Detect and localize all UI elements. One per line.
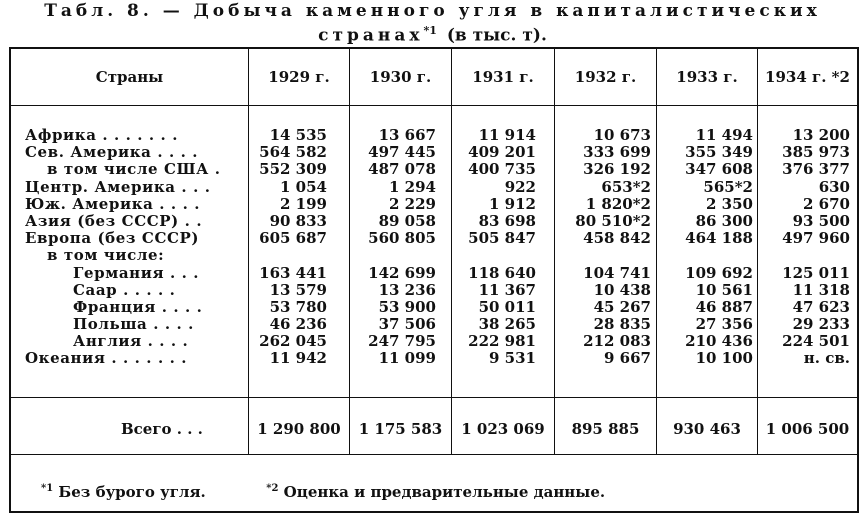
- table-cell: 125 011: [782, 263, 850, 282]
- header-year-1930: 1930 г.: [369, 68, 432, 86]
- footnote-2-text: Оценка и предварительные данные.: [283, 483, 606, 501]
- title-unit: (в тыс. т).: [446, 25, 547, 46]
- row-label: Центр. Америка . . .: [25, 177, 211, 196]
- title-countries-word: странах: [318, 25, 424, 46]
- row-label: Саар . . . . .: [73, 280, 176, 299]
- table-cell: 9 667: [604, 349, 651, 368]
- table-cell: 630: [818, 177, 850, 196]
- table-cell: 210 436: [685, 332, 753, 351]
- table-cell: 11 494: [695, 126, 753, 144]
- table-cell: 605 687: [259, 229, 327, 248]
- header-year-1929: 1929 г.: [268, 68, 330, 86]
- table-cell: 487 078: [368, 160, 436, 179]
- row-label: Франция . . . .: [73, 297, 203, 316]
- table-cell: 564 582: [259, 143, 327, 162]
- values-column-1934: [758, 127, 850, 368]
- table-cell: 464 188: [685, 229, 753, 248]
- row-label: Африка . . . . . . .: [25, 126, 179, 144]
- table-cell: 13 236: [378, 280, 436, 299]
- table-cell: 347 608: [685, 160, 753, 179]
- table-cell: 9 531: [489, 349, 536, 368]
- header-year-1932: 1932 г.: [574, 68, 637, 86]
- table-cell: 104 741: [583, 263, 651, 282]
- row-label: Сев. Америка . . . .: [25, 143, 199, 162]
- table-cell: 46 236: [269, 315, 327, 334]
- table-cell: 163 441: [259, 263, 327, 282]
- table-cell: 50 011: [478, 297, 536, 316]
- country-names-column: [25, 127, 255, 368]
- row-label: в том числе:: [47, 246, 165, 265]
- table-cell: 333 699: [583, 143, 651, 162]
- table-cell: 922: [504, 177, 536, 196]
- table-cell: 385 973: [782, 143, 850, 162]
- table-cell: 2 229: [389, 194, 436, 213]
- table-cell: 11 942: [269, 349, 327, 368]
- table-cell: [758, 247, 850, 264]
- table-cell: [657, 247, 753, 264]
- table-cell: 222 981: [468, 332, 536, 351]
- table-cell: 53 780: [269, 297, 327, 316]
- title-line-1: Табл. 8. — Добыча каменного угля в капиталистических: [44, 1, 821, 21]
- table-cell: 142 699: [368, 263, 436, 282]
- table-cell: 505 847: [468, 229, 536, 248]
- table-cell: 2 670: [803, 194, 850, 213]
- values-column-1933: [657, 127, 753, 368]
- table-cell: 13 200: [792, 126, 850, 144]
- total-label: Всего . . .: [121, 420, 203, 438]
- total-1933: 930 463: [673, 420, 741, 438]
- table-cell: 47 623: [792, 297, 850, 316]
- title-footnote-mark: *1: [423, 24, 437, 37]
- table-frame: [9, 47, 859, 513]
- table-cell: 497 960: [782, 229, 850, 248]
- table-cell: 53 900: [378, 297, 436, 316]
- footnotes: [41, 483, 605, 501]
- table-cell: 28 835: [593, 315, 651, 334]
- values-column-1931: [452, 127, 536, 368]
- table-cell: 37 506: [378, 315, 436, 334]
- table-cell: 400 735: [468, 160, 536, 179]
- table-cell: 118 640: [468, 263, 536, 282]
- table-cell: 10 438: [593, 280, 651, 299]
- footnote-divider: [11, 454, 857, 455]
- table-cell: 1 912: [489, 194, 536, 213]
- table-cell: 355 349: [685, 143, 753, 162]
- footnote-1-mark: *1: [41, 483, 54, 494]
- table-cell: [350, 247, 436, 264]
- table-cell: [452, 247, 536, 264]
- title-line-2: [0, 21, 865, 46]
- table-cell: 13 579: [269, 280, 327, 299]
- header-divider: [11, 105, 857, 106]
- table-cell: 29 233: [792, 315, 850, 334]
- table-cell: [555, 247, 651, 264]
- total-1934: 1 006 500: [765, 420, 850, 438]
- table-cell: 46 887: [695, 297, 753, 316]
- table-cell: 653*2: [601, 177, 651, 196]
- table-cell: 262 045: [259, 332, 327, 351]
- table-cell: 247 795: [368, 332, 436, 351]
- row-label: Польша . . . .: [73, 315, 194, 334]
- table-cell: 89 058: [378, 211, 436, 230]
- table-cell: 552 309: [259, 160, 327, 179]
- table-cell: 11 367: [478, 280, 536, 299]
- row-label: Юж. Америка . . . .: [25, 194, 201, 213]
- row-label: Европа (без СССР): [25, 229, 200, 248]
- table-cell: 11 099: [378, 349, 436, 368]
- table-cell: 90 833: [269, 211, 327, 230]
- header-year-1933: 1933 г.: [676, 68, 738, 86]
- table-cell: 497 445: [368, 143, 436, 162]
- footnote-1-text: Без бурого угля.: [58, 483, 206, 501]
- table-cell: 10 673: [593, 126, 651, 144]
- table-cell: 83 698: [478, 211, 536, 230]
- total-top-divider: [11, 397, 857, 398]
- table-cell: 45 267: [593, 297, 651, 316]
- table-cell: 565*2: [703, 177, 753, 196]
- table-cell: 27 356: [695, 315, 753, 334]
- total-1930: 1 175 583: [358, 420, 443, 438]
- row-label: в том числе США .: [47, 160, 221, 179]
- table-cell: 1 054: [280, 177, 327, 196]
- table-cell: [249, 247, 327, 264]
- footnote-2-mark: *2: [266, 483, 279, 494]
- table-cell: 11 318: [792, 280, 850, 299]
- row-label: Океания . . . . . . .: [25, 349, 188, 368]
- table-cell: 212 083: [583, 332, 651, 351]
- total-1931: 1 023 069: [461, 420, 545, 438]
- table-cell: 1 294: [389, 177, 436, 196]
- table-cell: 10 100: [695, 349, 753, 368]
- table-cell: 11 914: [478, 126, 536, 144]
- table-cell: 224 501: [782, 332, 850, 351]
- table-cell: н. св.: [803, 349, 850, 368]
- table-cell: 13 667: [378, 126, 436, 144]
- row-label: Англия . . . .: [73, 332, 189, 351]
- values-column-1932: [555, 127, 651, 368]
- table-cell: 2 199: [280, 194, 327, 213]
- row-label: Германия . . .: [73, 263, 200, 282]
- table-title: [0, 2, 865, 46]
- table-cell: 10 561: [695, 280, 753, 299]
- table-cell: 86 300: [695, 211, 753, 230]
- table-cell: 38 265: [478, 315, 536, 334]
- table-cell: 409 201: [468, 143, 536, 162]
- table-cell: 109 692: [685, 263, 753, 282]
- table-cell: 326 192: [583, 160, 651, 179]
- table-cell: 458 842: [583, 229, 651, 248]
- header-year-1934: 1934 г. *2: [765, 68, 850, 86]
- header-countries: Страны: [95, 68, 164, 86]
- table-cell: 2 350: [706, 194, 753, 213]
- table-cell: 93 500: [792, 211, 850, 230]
- table-cell: 80 510*2: [575, 211, 651, 230]
- table-cell: 560 805: [368, 229, 436, 248]
- table-cell: 14 535: [269, 126, 327, 144]
- values-column-1930: [350, 127, 436, 368]
- total-1929: 1 290 800: [257, 420, 341, 438]
- table-cell: 1 820*2: [585, 194, 651, 213]
- values-column-1929: [249, 127, 327, 368]
- table-cell: 376 377: [782, 160, 850, 179]
- header-year-1931: 1931 г.: [472, 68, 534, 86]
- row-label: Азия (без СССР) . .: [25, 211, 203, 230]
- total-1932: 895 885: [571, 420, 640, 438]
